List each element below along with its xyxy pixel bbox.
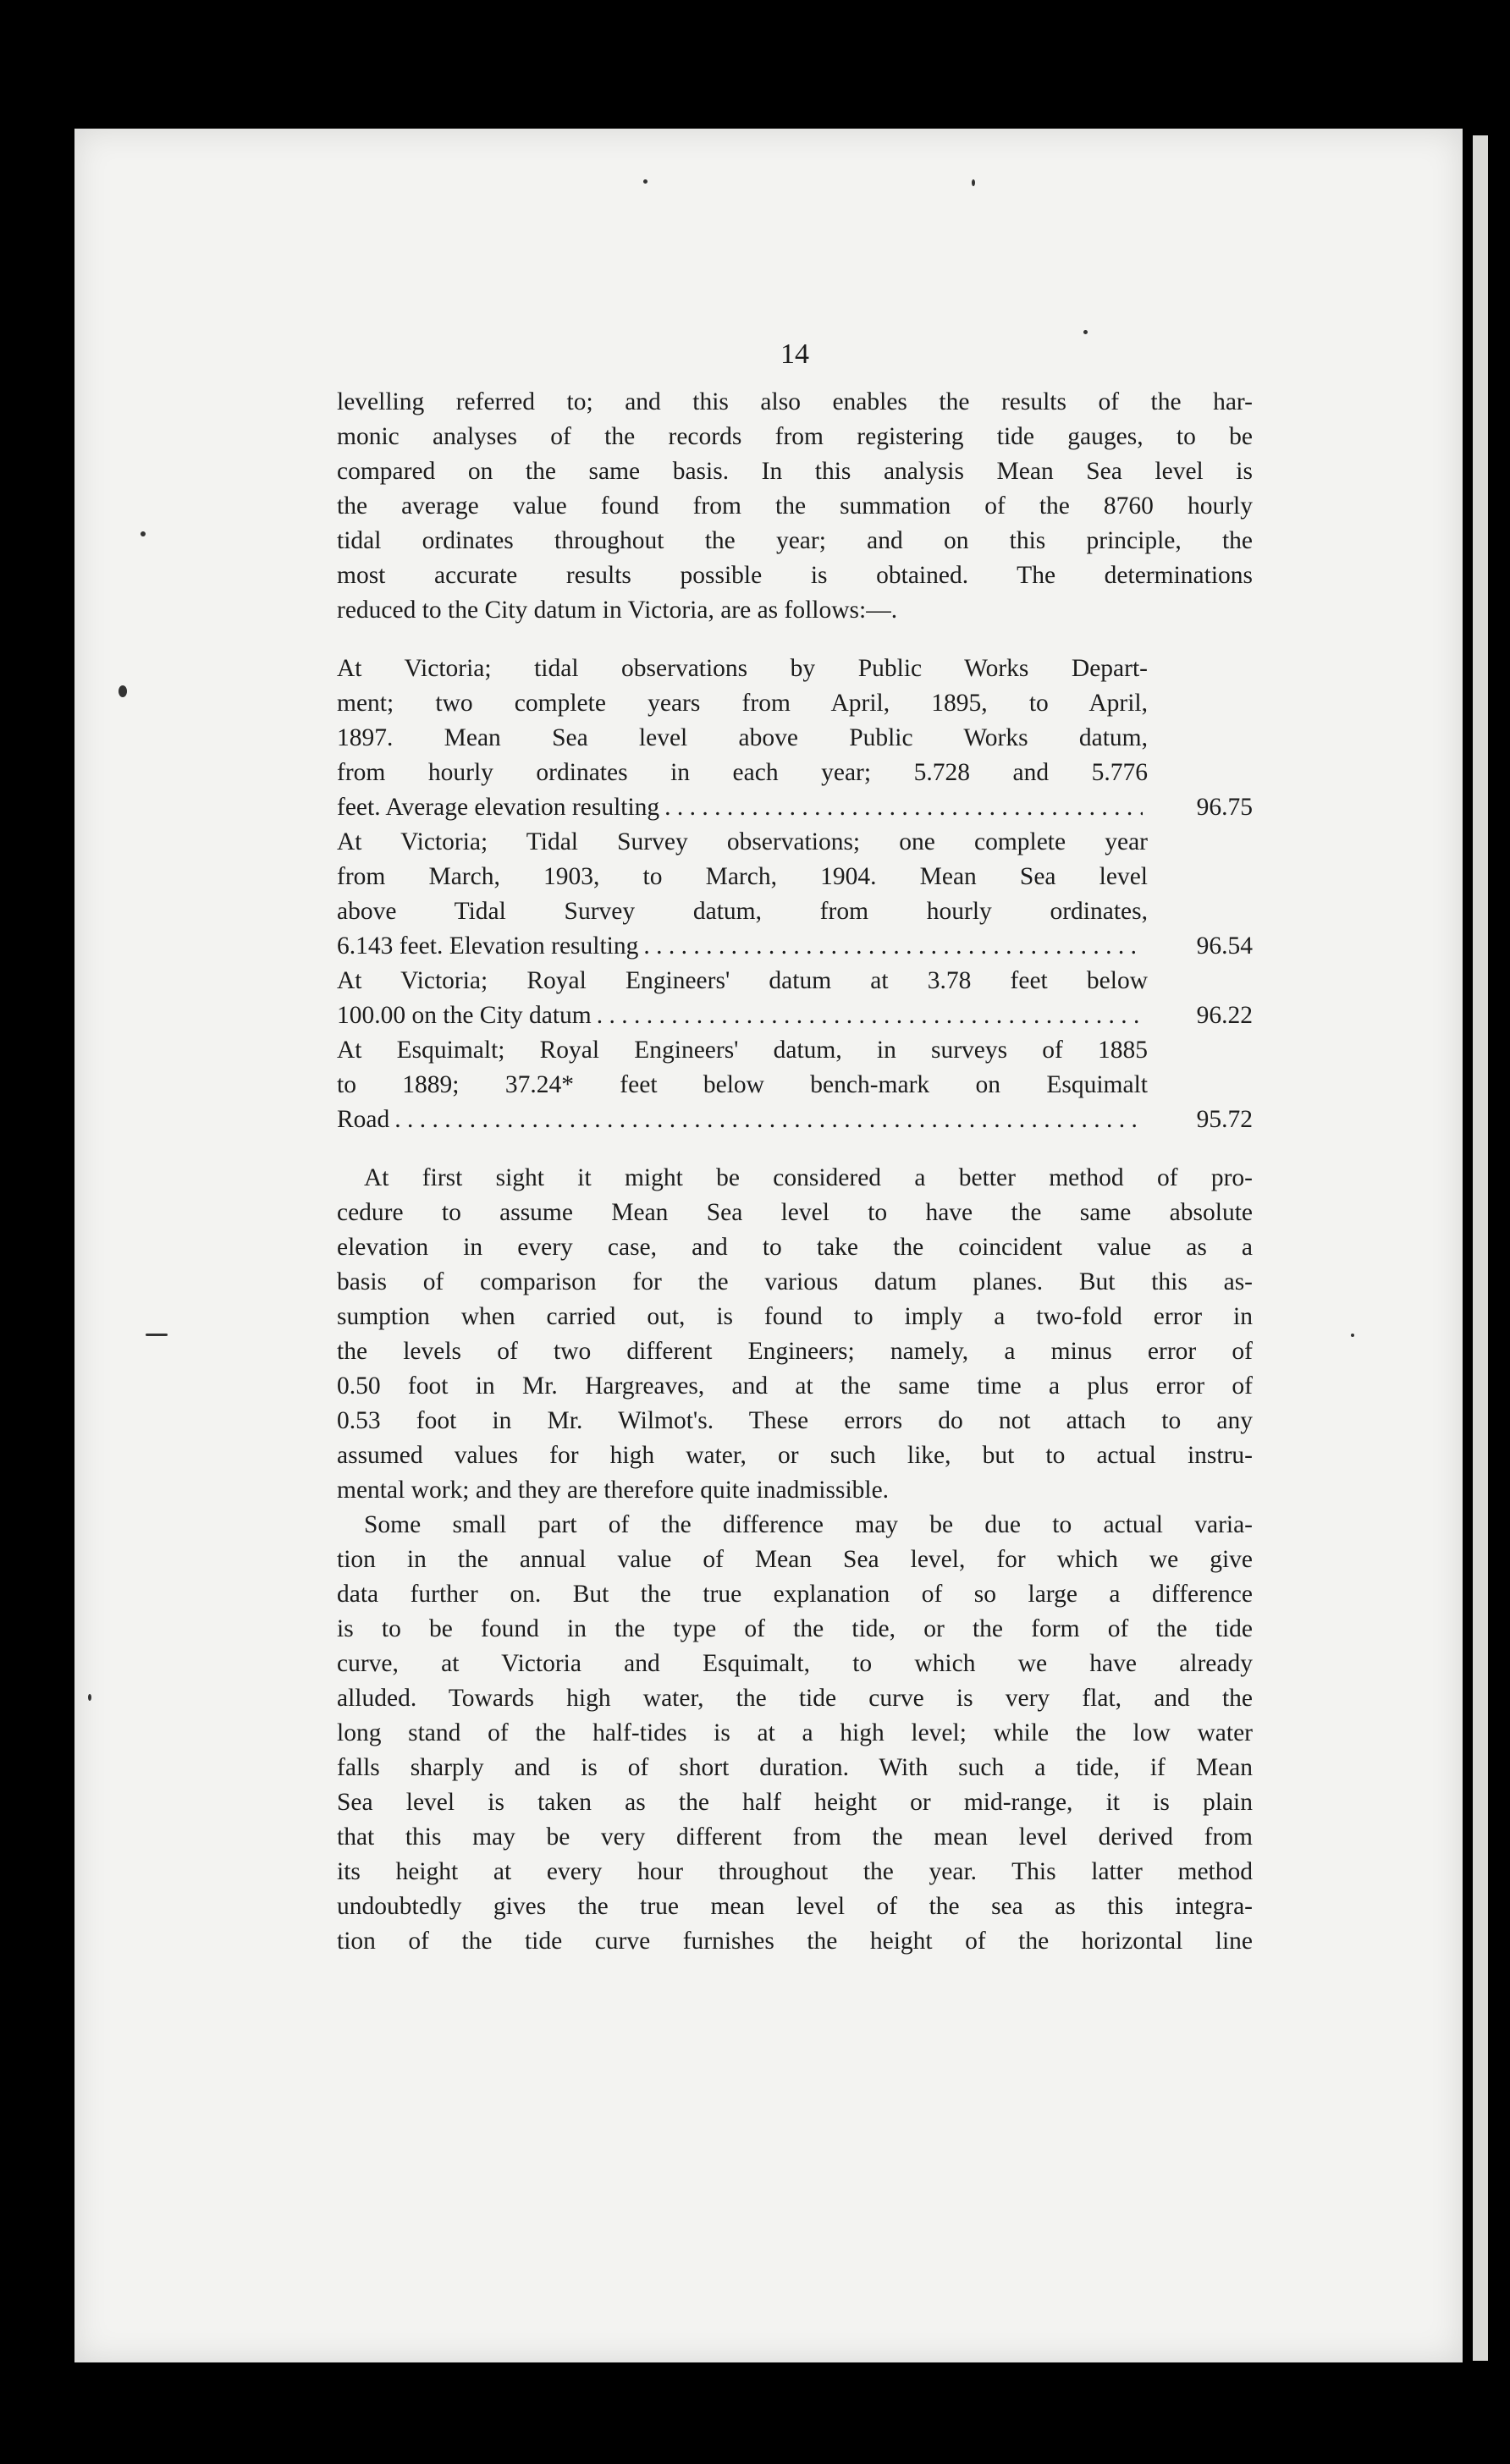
text-line: alluded. Towards high water, the tide curve is very flat, and the (337, 1685, 1253, 1712)
text-line: from March, 1903, to March, 1904. Mean Sea level (337, 863, 1148, 890)
determination-victoria-royal-engineers (337, 964, 1253, 1033)
elevation-value: 96.22 (1196, 1002, 1253, 1029)
text-line: At Esquimalt; Royal Engineers' datum, in surveys of 1885 (337, 1037, 1148, 1064)
text-line: its height at every hour throughout the year. This latter method (337, 1858, 1253, 1885)
text-line: data further on. But the true explanation of so large a difference (337, 1581, 1253, 1608)
spacer (337, 1137, 1253, 1161)
paragraph-first-sight (337, 1161, 1253, 1508)
dot-leader (597, 998, 1143, 1033)
text-line: 1897. Mean Sea level above Public Works datum, (337, 724, 1148, 751)
elevation-value: 96.54 (1196, 932, 1253, 960)
paragraph-some-small-part (337, 1508, 1253, 1959)
text-line: undoubtedly gives the true mean level of the sea as this integra- (337, 1893, 1253, 1920)
elevation-value: 95.72 (1196, 1106, 1253, 1133)
text-line: feet. Average elevation resulting (337, 794, 660, 821)
text-line: 100.00 on the City datum (337, 1002, 592, 1029)
dust-speck (1351, 1334, 1354, 1337)
determination-esquimalt (337, 1033, 1253, 1137)
dust-speck (141, 531, 146, 536)
dust-speck (118, 685, 127, 697)
text-line: mental work; and they are therefore quite inadmissible. (337, 1477, 890, 1504)
text-line: monic analyses of the records from registering tide gauges, to be (337, 423, 1253, 450)
text-line: Road (337, 1106, 390, 1133)
determinations-list (337, 652, 1253, 1137)
text-line: Sea level is taken as the half height or mid-range, it is plain (337, 1789, 1253, 1816)
text-line: compared on the same basis. In this analysis Mean Sea level is (337, 458, 1253, 485)
text-line: At Victoria; Tidal Survey observations; one complete year (337, 828, 1148, 855)
elevation-value: 96.75 (1196, 794, 1253, 821)
text-line: assumed values for high water, or such like, but to actual instru- (337, 1442, 1253, 1469)
text-line: ment; two complete years from April, 1895, to April, (337, 690, 1148, 717)
text-line: Some small part of the difference may be due to actual varia- (364, 1511, 1253, 1538)
text-line: above Tidal Survey datum, from hourly ordinates, (337, 898, 1148, 925)
page-text (337, 334, 1253, 1959)
text-line: the average value found from the summation of the 8760 hourly (337, 492, 1253, 520)
dust-speck (146, 1334, 168, 1336)
text-line: At first sight it might be considered a better method of pro- (364, 1164, 1253, 1191)
text-line: reduced to the City datum in Victoria, are as follows:—. (337, 597, 898, 624)
text-line: most accurate results possible is obtained. The determinations (337, 562, 1253, 589)
text-line: tion in the annual value of Mean Sea level, for which we give (337, 1546, 1253, 1573)
spacer (337, 628, 1253, 652)
text-line: At Victoria; tidal observations by Public Works Depart- (337, 655, 1148, 682)
determination-victoria-tidal-survey (337, 825, 1253, 964)
text-line: 6.143 feet. Elevation resulting (337, 932, 639, 960)
dot-leader (664, 790, 1143, 825)
text-line: to 1889; 37.24* feet below bench-mark on Esquimalt (337, 1071, 1148, 1098)
text-line: from hourly ordinates in each year; 5.728 and 5.776 (337, 759, 1148, 786)
text-line: sumption when carried out, is found to imply a two-fold error in (337, 1303, 1253, 1330)
intro-paragraph (337, 385, 1253, 628)
text-line: 0.53 foot in Mr. Wilmot's. These errors do not attach to any (337, 1407, 1253, 1434)
dust-speck (643, 179, 648, 184)
text-line: the levels of two different Engineers; namely, a minus error of (337, 1338, 1253, 1365)
determination-victoria-public-works (337, 652, 1253, 825)
dot-leader (394, 1103, 1143, 1137)
facing-page-edge (1473, 135, 1488, 2361)
text-line: 0.50 foot in Mr. Hargreaves, and at the same time a plus error of (337, 1372, 1253, 1400)
text-line: elevation in every case, and to take the coincident value as a (337, 1234, 1253, 1261)
text-line: tidal ordinates throughout the year; and on this principle, the (337, 527, 1253, 554)
text-line: long stand of the half-tides is at a high level; while the low water (337, 1719, 1253, 1746)
text-line: falls sharply and is of short duration. With such a tide, if Mean (337, 1754, 1253, 1781)
dust-speck (88, 1694, 91, 1701)
text-line: levelling referred to; and this also enables the results of the har- (337, 388, 1253, 415)
dust-speck (972, 179, 975, 186)
text-line: that this may be very different from the mean level derived from (337, 1823, 1253, 1851)
text-line: tion of the tide curve furnishes the height of the horizontal line (337, 1928, 1253, 1955)
text-line: At Victoria; Royal Engineers' datum at 3.78 feet below (337, 967, 1148, 994)
page-number: 14 (780, 338, 809, 370)
text-line: basis of comparison for the various datum planes. But this as- (337, 1268, 1253, 1295)
dot-leader (643, 929, 1143, 964)
text-line: is to be found in the type of the tide, or the form of the tide (337, 1615, 1253, 1642)
text-line: cedure to assume Mean Sea level to have the same absolute (337, 1199, 1253, 1226)
text-line: curve, at Victoria and Esquimalt, to which we have already (337, 1650, 1253, 1677)
